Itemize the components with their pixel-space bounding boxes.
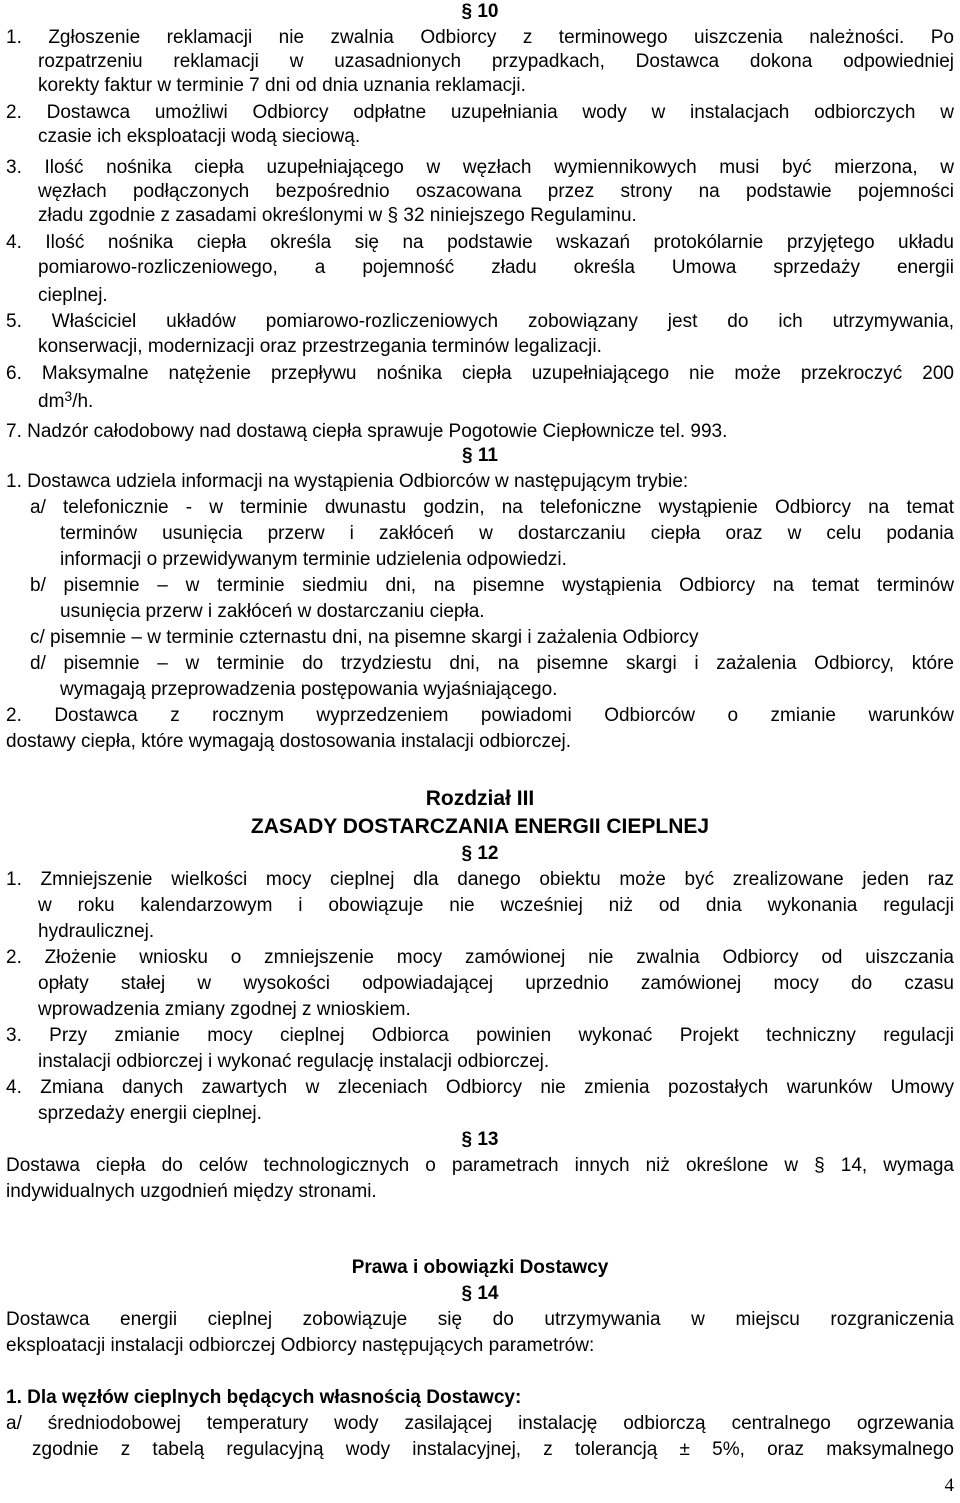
text-line: 7. Nadzór całodobowy nad dostawą ciepła sprawuje Pogotowie Ciepłownicze tel. 993.: [6, 421, 728, 442]
text-line: rozpatrzeniu reklamacji w uzasadnionych przypadkach, Dostawca dokona odpowiedniej: [38, 51, 954, 72]
text-line: 1. Dostawca udziela informacji na wystąpienia Odbiorców w następującym trybie:: [6, 471, 689, 492]
text-line: a/ telefonicznie - w terminie dwunastu godzin, na telefoniczne wystąpienie Odbiorcy na temat: [30, 497, 954, 518]
text-line: wymagają przeprowadzenia postępowania wyjaśniającego.: [60, 679, 558, 700]
unit-line: [38, 390, 960, 414]
text-line: cieplnej.: [38, 285, 108, 306]
text-line: eksploatacji instalacji odbiorczej Odbiorcy następujących parametrów:: [6, 1335, 595, 1356]
page-number: 4: [944, 1475, 954, 1496]
text-line: a/ średniodobowej temperatury wody zasilającej instalację odbiorczą centralnego ogrzewania: [6, 1413, 954, 1434]
unit-prefix: dm: [38, 391, 65, 412]
text-line: konserwacji, modernizacji oraz przestrzegania terminów legalizacji.: [38, 336, 602, 357]
text-line: informacji o przewidywanym terminie udzielenia odpowiedzi.: [60, 549, 567, 570]
text-line: korekty faktur w terminie 7 dni od dnia uznania reklamacji.: [38, 75, 526, 96]
section-heading-14: [0, 1282, 960, 1306]
text-line: sprzedaży energii cieplnej.: [38, 1103, 262, 1124]
text-line: indywidualnych uzgodnień między stronami.: [6, 1181, 377, 1202]
text-line: opłaty stałej w wysokości odpowiadającej uprzednio zamówionej mocy do czasu: [38, 973, 954, 994]
text-line: Dostawca energii cieplnej zobowiązuje się do utrzymywania w miejscu rozgraniczenia: [6, 1309, 954, 1330]
chapter-title: Rozdział III: [425, 787, 535, 810]
text-line: d/ pisemnie – w terminie do trzydziestu dni, na pisemne skargi i zażalenia Odbiorcy, które: [30, 653, 954, 674]
unit-suffix: /h.: [72, 391, 94, 412]
text-line: węzłach podłączonych bezpośrednio oszacowana przez strony na podstawie pojemności: [38, 181, 954, 202]
text-line: 6. Maksymalne natężenie przepływu nośnika ciepła uzupełniającego nie może przekroczyć 200: [6, 363, 954, 384]
section-number: 13: [477, 1129, 499, 1150]
section-heading-12: [0, 842, 960, 866]
text-line: zładu zgodnie z zasadami określonymi w § 32 niniejszego Regulaminu.: [38, 205, 637, 226]
text-line: 1. Zmniejszenie wielkości mocy cieplnej dla danego obiektu może być zrealizowane jeden raz: [6, 869, 954, 890]
text-line: 4. Zmiana danych zawartych w zleceniach Odbiorcy nie zmienia pozostałych warunków Umowy: [6, 1077, 954, 1098]
text-line: 5. Właściciel układów pomiarowo-rozliczeniowych zobowiązany jest do ich utrzymywania,: [6, 311, 954, 332]
text-line: Dostawa ciepła do celów technologicznych o parametrach innych niż określone w § 14, wymaga: [6, 1155, 954, 1176]
section-symbol: §: [461, 1, 473, 22]
section-number: 11: [477, 445, 498, 466]
text-line: 1. Zgłoszenie reklamacji nie zwalnia Odbiorcy z terminowego uiszczenia należności. Po: [6, 27, 954, 48]
text-line: instalacji odbiorczej i wykonać regulację instalacji odbiorczej.: [38, 1051, 550, 1072]
text-line: zgodnie z tabelą regulacyjną wody instalacyjnej, z tolerancją ± 5%, oraz maksymalnego: [32, 1439, 954, 1460]
text-line: b/ pisemnie – w terminie siedmiu dni, na pisemne wystąpienia Odbiorcy na temat terminów: [30, 575, 954, 596]
section-heading-13: [0, 1128, 960, 1152]
section-heading-11: [0, 444, 960, 468]
text-line: 2. Dostawca umożliwi Odbiorcy odpłatne uzupełniania wody w instalacjach odbiorczych w: [6, 102, 954, 123]
text-line: terminów usunięcia przerw i zakłóceń w dostarczaniu ciepła oraz w celu podania: [60, 523, 954, 544]
section-symbol: §: [461, 1129, 473, 1150]
section-number: 10: [477, 1, 499, 22]
text-line: 2. Dostawca z rocznym wyprzedzeniem powiadomi Odbiorców o zmianie warunków: [6, 705, 954, 726]
text-line: wprowadzenia zmiany zgodnej z wnioskiem.: [38, 999, 411, 1020]
section-symbol: §: [462, 445, 473, 466]
text-line: 3. Ilość nośnika ciepła uzupełniającego w węzłach wymiennikowych musi być mierzona, w: [6, 157, 954, 178]
text-line: 3. Przy zmianie mocy cieplnej Odbiorca powinien wykonać Projekt techniczny regulacji: [6, 1025, 954, 1046]
text-line: pomiarowo-rozliczeniowego, a pojemność zładu określa Umowa sprzedaży energii: [38, 257, 954, 278]
list-heading: 1. Dla węzłów cieplnych będących własnością Dostawcy:: [6, 1387, 522, 1408]
chapter-subtitle: ZASADY DOSTARCZANIA ENERGII CIEPLNEJ: [250, 815, 710, 838]
section-heading-10: [0, 0, 960, 24]
text-line: hydraulicznej.: [38, 921, 155, 942]
text-line: dostawy ciepła, które wymagają dostosowania instalacji odbiorczej.: [6, 731, 572, 752]
text-line: czasie ich eksploatacji wodą sieciową.: [38, 126, 361, 147]
text-line: c/ pisemnie – w terminie czternastu dni, na pisemne skargi i zażalenia Odbiorcy: [30, 627, 699, 648]
text-line: 4. Ilość nośnika ciepła określa się na podstawie wskazań protokólarnie przyjętego układu: [6, 232, 954, 253]
section-symbol: §: [461, 1283, 473, 1304]
section-number: 14: [477, 1283, 499, 1304]
unit-superscript: 3: [64, 388, 73, 404]
text-line: 2. Złożenie wniosku o zmniejszenie mocy zamówionej nie zwalnia Odbiorcy od uiszczania: [6, 947, 954, 968]
text-line: usunięcia przerw i zakłóceń w dostarczaniu ciepła.: [60, 601, 485, 622]
section-number: 12: [477, 843, 499, 864]
subchapter-title: Prawa i obowiązki Dostawcy: [351, 1257, 609, 1278]
section-symbol: §: [461, 843, 473, 864]
text-line: w roku kalendarzowym i obowiązuje nie wcześniej niż od dnia wykonania regulacji: [38, 895, 954, 916]
